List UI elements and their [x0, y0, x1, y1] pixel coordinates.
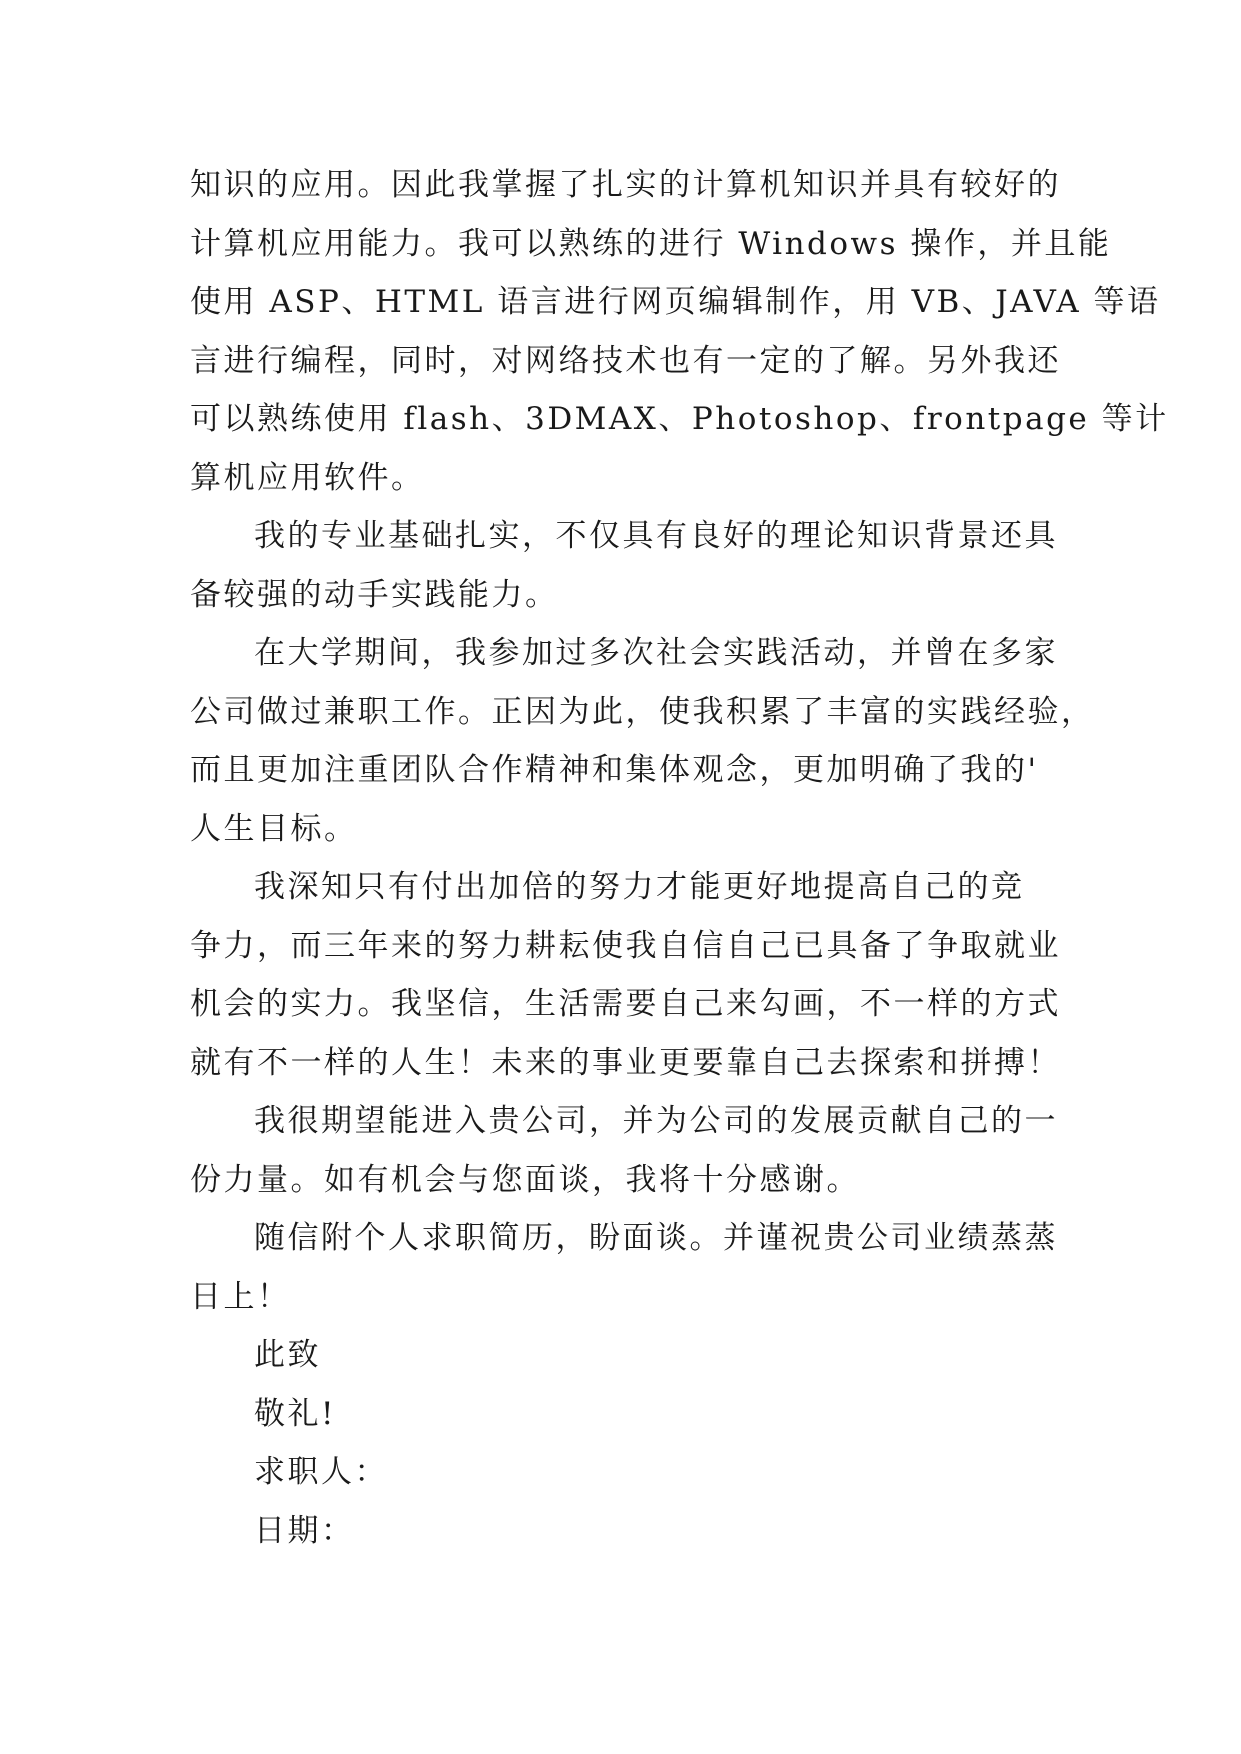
text-line: 算机应用软件。 — [190, 459, 425, 496]
text-line: 备较强的动手实践能力。 — [190, 576, 559, 613]
text-line: 随信附个人求职简历，盼面谈。并谨祝贵公司业绩蒸蒸 — [254, 1220, 1058, 1256]
closing-regards: 敬礼! — [254, 1395, 336, 1432]
text-line: 争力，而三年来的努力耕耘使我自信自己已具备了争取就业 — [190, 927, 1061, 964]
date-label: 日期： — [254, 1512, 355, 1549]
closing-block — [190, 1326, 1050, 1560]
text-line: 人生目标。 — [190, 810, 358, 847]
text-line: 我深知只有付出加倍的努力才能更好地提高自己的竞 — [254, 869, 1025, 905]
text-line: 言进行编程，同时，对网络技术也有一定的了解。另外我还 — [190, 342, 1061, 379]
text-line: 机会的实力。我坚信，生活需要自己来勾画，不一样的方式 — [190, 986, 1061, 1022]
text-line: 在大学期间，我参加过多次社会实践活动，并曾在多家 — [254, 635, 1058, 671]
paragraph-attachment — [190, 1209, 1058, 1326]
text-line: 份力量。如有机会与您面谈，我将十分感谢。 — [190, 1161, 860, 1198]
paragraph-expectation — [190, 1092, 1058, 1209]
text-line: 知识的应用。因此我掌握了扎实的计算机知识并具有较好的 — [190, 167, 1061, 203]
text-line: 计算机应用能力。我可以熟练的进行 Windows 操作，并且能 — [190, 225, 1112, 262]
text-line: 公司做过兼职工作。正因为此，使我积累了丰富的实践经验， — [190, 693, 1095, 730]
letter-body — [190, 156, 1169, 1560]
text-line: 而且更加注重团队合作精神和集体观念，更加明确了我的' — [190, 752, 1039, 788]
paragraph-professional-foundation — [190, 507, 1058, 624]
paragraph-competitiveness — [190, 858, 1061, 1092]
text-line: 使用 ASP、HTML 语言进行网页编辑制作，用 VB、JAVA 等语 — [190, 284, 1161, 320]
text-line: 就有不一样的人生！未来的事业更要靠自己去探索和拼搏！ — [190, 1044, 1061, 1081]
paragraph-social-practice — [190, 624, 1095, 858]
text-line: 我很期望能进入贵公司，并为公司的发展贡献自己的一 — [254, 1103, 1058, 1139]
text-line: 日上！ — [190, 1278, 291, 1315]
text-line: 我的专业基础扎实，不仅具有良好的理论知识背景还具 — [254, 518, 1058, 554]
applicant-label: 求职人： — [254, 1454, 388, 1490]
text-line: 可以熟练使用 flash、3DMAX、Photoshop、frontpage 等计 — [190, 401, 1169, 437]
paragraph-computer-skills — [190, 156, 1169, 507]
closing-salutation: 此致 — [254, 1337, 321, 1373]
